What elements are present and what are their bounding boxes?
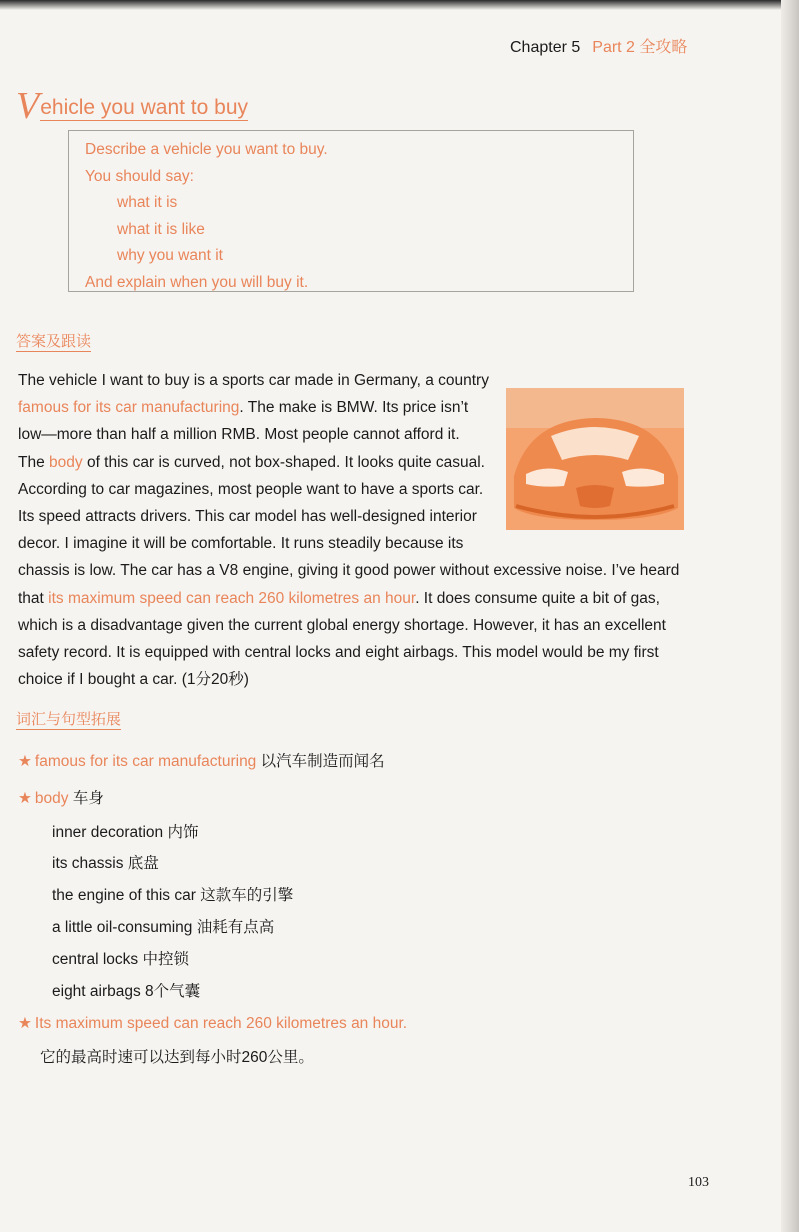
star-icon: ★ <box>18 790 32 807</box>
answer-text: . It does consume quite a bit of gas, <box>415 589 660 607</box>
highlight-phrase: body <box>49 453 83 471</box>
vocab-subitem: inner decoration 内饰 <box>52 824 199 841</box>
vocab-phrase: famous for its car manufacturing <box>34 753 257 770</box>
page-top-shadow <box>0 0 799 10</box>
answer-text: . The make is BMW. Its price isn’t <box>239 399 469 417</box>
vocab-phrase: body <box>34 790 69 807</box>
title-initial: V <box>16 85 40 127</box>
answer-text: The <box>18 453 50 471</box>
page-binding-shadow <box>781 0 799 1232</box>
answer-line: decor. I imagine it will be comfortable. It runs steadily because its <box>18 535 464 553</box>
answer-line <box>18 394 496 421</box>
cue-point: what it is <box>117 194 178 212</box>
answer-text: that <box>18 589 49 607</box>
vocab-item <box>18 752 385 772</box>
answer-line: According to car magazines, most people want to have a sports car. <box>18 480 484 498</box>
vocab-item <box>18 789 104 809</box>
answer-line: chassis is low. The car has a V8 engine, giving it good power without excessive noise. I’ve heard <box>18 562 680 580</box>
vocab-sentence: Its maximum speed can reach 260 kilometres an hour. <box>34 1015 408 1032</box>
vocab-section-label: 词汇与句型拓展 <box>16 711 122 728</box>
answer-line: choice if I bought a car. (1分20秒) <box>18 671 249 689</box>
cue-line-2: You should say: <box>85 167 194 185</box>
vocab-item <box>18 1014 407 1034</box>
vocab-translation: 以汽车制造而闻名 <box>256 753 385 770</box>
cue-line-1: Describe a vehicle you want to buy. <box>85 141 328 158</box>
vocab-subitem: central locks 中控锁 <box>52 951 189 968</box>
answer-section-label: 答案及跟读 <box>16 333 92 350</box>
highlight-phrase: famous for its car manufacturing <box>18 399 240 417</box>
highlight-phrase: its maximum speed can reach 260 kilometres an hour <box>48 589 416 607</box>
model-answer <box>18 367 694 693</box>
cue-closing: And explain when you will buy it. <box>85 273 309 291</box>
vocab-sentence-translation: 它的最高时速可以达到每小时260公里。 <box>40 1049 314 1066</box>
cue-point: why you want it <box>117 247 223 265</box>
answer-line <box>18 449 496 476</box>
answer-line <box>18 585 694 612</box>
star-icon: ★ <box>18 753 32 770</box>
vocab-subitem: the engine of this car 这款车的引擎 <box>52 887 294 904</box>
answer-line: which is a disadvantage given the current global energy shortage. However, it has an excellent <box>18 616 666 634</box>
vocab-translation: 车身 <box>68 790 104 807</box>
title-text: ehicle you want to buy <box>40 96 249 119</box>
vocab-subitem: a little oil-consuming 油耗有点高 <box>52 919 275 936</box>
cue-point: what it is like <box>117 220 205 238</box>
answer-line: Its speed attracts drivers. This car model has well-designed interior <box>18 508 477 526</box>
page-number: 103 <box>688 1175 709 1190</box>
star-icon: ★ <box>18 1015 32 1032</box>
part-label: Part 2 全攻略 <box>592 39 688 56</box>
chapter-label: Chapter 5 <box>510 39 581 56</box>
running-header <box>510 34 687 57</box>
answer-line: The vehicle I want to buy is a sports car made in Germany, a country <box>18 372 489 389</box>
answer-line: safety record. It is equipped with central locks and eight airbags. This model would be my first <box>18 644 659 662</box>
answer-text: of this car is curved, not box-shaped. It looks quite casual. <box>82 453 485 471</box>
vocab-subitem: its chassis 底盘 <box>52 855 159 872</box>
vocab-subitem: eight airbags 8个气囊 <box>52 983 201 1000</box>
cue-card <box>68 130 634 292</box>
topic-title <box>16 84 248 128</box>
answer-line: low—more than half a million RMB. Most people cannot afford it. <box>18 426 460 444</box>
